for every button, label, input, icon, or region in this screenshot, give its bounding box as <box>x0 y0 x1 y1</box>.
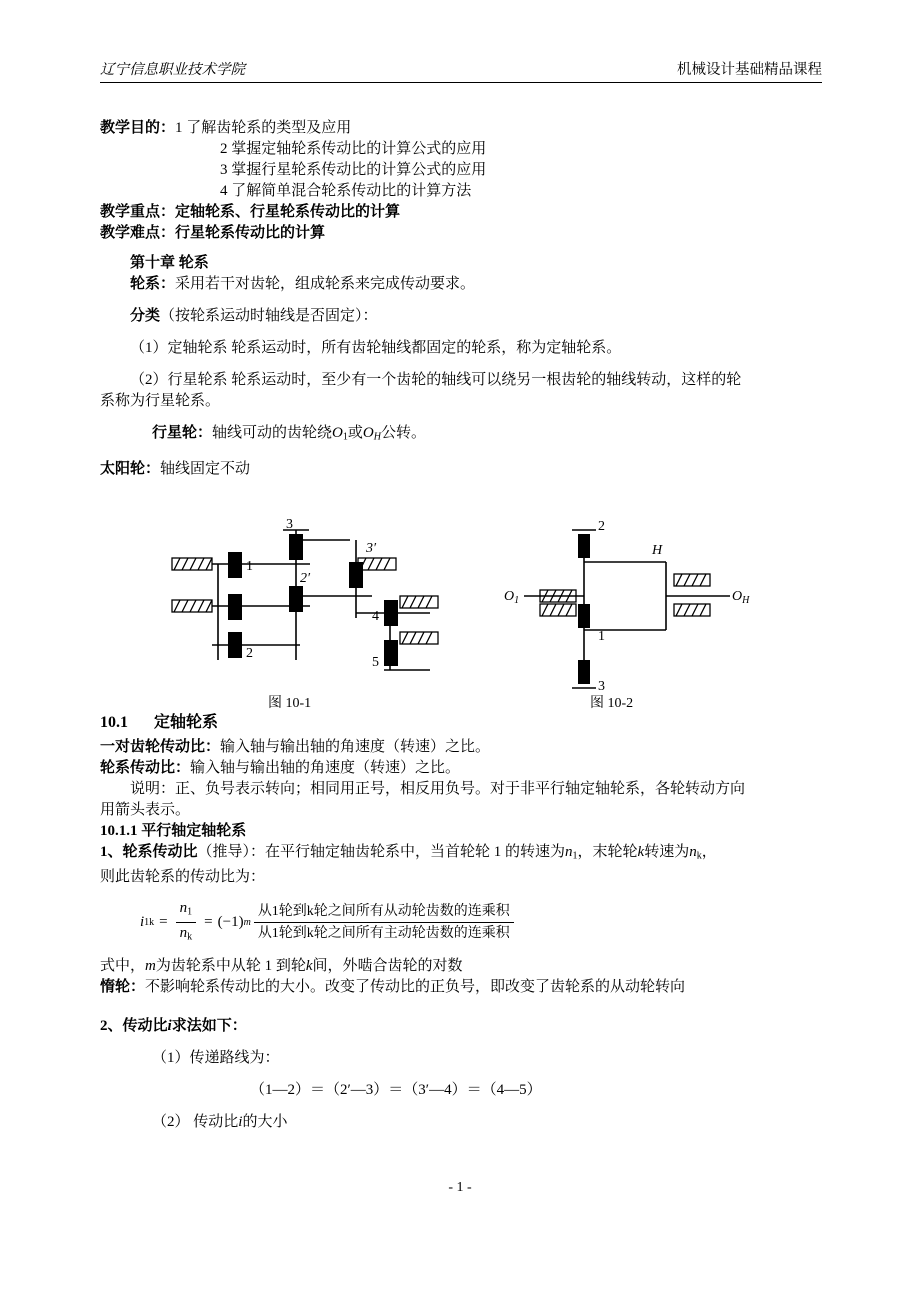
fig1-label-2: 2 <box>246 646 253 661</box>
derivation-n1-sub: 1 <box>572 850 578 862</box>
planet-gear-o1: O <box>332 425 343 441</box>
subsection-number: 10.1.1 <box>100 823 138 839</box>
objectives-block <box>100 118 822 139</box>
section-body <box>100 712 822 1133</box>
transmission-chain: （1—2）＝（2′—3）＝（3′—4）＝（4—5） <box>250 1081 542 1098</box>
objectives-label: 教学目的： <box>100 120 176 136</box>
classification-text: （按轮系运动时轴线是否固定）： <box>160 308 378 324</box>
gear-train-diagrams <box>100 500 822 715</box>
derivation-nk-sub: k <box>696 850 702 862</box>
document-body <box>100 118 822 480</box>
ratio-pair-label: 一对齿轮传动比： <box>100 739 221 755</box>
formula-denominator-text: 从1轮到k轮之间所有主动轮齿数的连乘积 <box>257 926 510 941</box>
planet-gear-o1-sub: 1 <box>342 431 348 443</box>
objective-item-1: 1 了解齿轮系的类型及应用 <box>175 120 352 136</box>
ratio-method-i: i <box>167 1017 172 1034</box>
ratio-train-label: 轮系传动比： <box>100 760 191 776</box>
derivation-label: 1、轮系传动比 <box>100 844 198 860</box>
planet-gear-text-a: 轴线可动的齿轮绕 <box>212 425 333 441</box>
derivation-line-cont: 则此齿轮系的传动比为： <box>100 868 266 885</box>
subsection-heading <box>100 821 822 842</box>
ratio-magnitude-b: 的大小 <box>242 1113 288 1130</box>
formula-eq-1: = <box>159 914 168 930</box>
gear-train-definition <box>130 274 822 295</box>
ratio-pair-line <box>100 737 822 758</box>
fig2-label-O1: $O_1$ <box>504 589 520 606</box>
formula-exponent-m: m <box>243 917 251 928</box>
ratio-method-b: 求法如下： <box>171 1017 247 1034</box>
classification-line <box>130 306 822 327</box>
derivation-text-a: （推导）：在平行轴定轴齿轮系中，当首轮轮 1 的转速为 <box>197 844 566 860</box>
planet-gear-oh-sub: H <box>373 431 381 443</box>
formula-nk: $n_k$ <box>179 925 193 943</box>
formula-fraction-n <box>176 898 197 948</box>
explanation-b: 为齿轮系中从轮 1 到轮 <box>155 957 306 974</box>
section-title: 定轴轮系 <box>154 714 219 731</box>
planet-gear-text-c: 公转。 <box>380 425 426 441</box>
sun-gear-label: 太阳轮： <box>100 460 161 477</box>
idler-line <box>100 977 822 998</box>
fig2-label-3: 3 <box>598 679 605 694</box>
figure-1-caption: 图 10-1 <box>268 696 312 711</box>
keypoints-label: 教学重点： <box>100 204 176 220</box>
keypoints-block <box>100 202 822 223</box>
ratio-pair-text: 输入轴与输出轴的角速度（转速）之比。 <box>220 739 491 755</box>
section-number: 10.1 <box>100 714 128 731</box>
fixed-axis-item: （1）定轴轮系 轮系运动时，所有齿轮轴线都固定的轮系，称为定轴轮系。 <box>130 340 622 356</box>
explanation-k: k <box>305 957 313 974</box>
formula-numerator-text: 从1轮到k轮之间所有从动轮齿数的连乘积 <box>257 904 510 919</box>
derivation-k: k <box>637 844 645 860</box>
subsection-title: 平行轴定轴轮系 <box>141 823 247 839</box>
planetary-item-cont: 系称为行星轮系。 <box>100 393 221 409</box>
sun-gear-line <box>100 459 822 480</box>
figure-area <box>100 500 822 715</box>
formula-n1: $n_1$ <box>179 899 193 917</box>
section-heading <box>100 712 822 733</box>
fig2-label-H: H <box>652 543 663 558</box>
formula-fraction-teeth <box>254 901 514 944</box>
formula-paren-close: ) <box>238 914 244 930</box>
section-note: 说明：正、负号表示转向；相同用正号，相反用负号。对于非平行轴定轴轮系，各轮转动方向 <box>130 781 746 797</box>
formula-i: i <box>140 914 145 930</box>
keypoints-text: 定轴轮系、行星轮系传动比的计算 <box>175 204 401 220</box>
fig2-label-OH: $O_H$ <box>732 589 750 606</box>
sun-gear-text: 轴线固定不动 <box>160 460 251 477</box>
planetary-item: （2）行星轮系 轮系运动时，至少有一个齿轮的轴线可以绕另一根齿轮的轴线转动，这样的轮 <box>130 372 742 388</box>
header-course: 机械设计基础精品课程 <box>677 62 822 78</box>
difficulties-block <box>100 223 822 244</box>
planet-gear-line <box>152 423 822 448</box>
section-note-cont: 用箭头表示。 <box>100 802 191 818</box>
header-institution: 辽宁信息职业技术学院 <box>100 62 245 78</box>
transmission-path-label: （1）传递路线为： <box>152 1049 280 1066</box>
gear-train-def-text: 采用若干对齿轮，组成轮系来完成传动要求。 <box>175 276 476 292</box>
planet-gear-oh: O <box>362 425 374 441</box>
header-divider <box>100 82 822 83</box>
derivation-nk: n <box>689 844 697 860</box>
explanation-m: m <box>145 957 156 974</box>
fig1-label-2p: 2′ <box>300 571 311 586</box>
derivation-line <box>100 842 822 867</box>
classification-label: 分类 <box>130 308 161 324</box>
ratio-magnitude-line <box>152 1112 822 1133</box>
transmission-ratio-formula <box>140 898 822 948</box>
fig1-label-1: 1 <box>246 559 253 574</box>
objective-item-3: 3 掌握行星轮系传动比的计算公式的应用 <box>220 162 487 178</box>
ratio-magnitude-i: i <box>238 1113 243 1130</box>
ratio-method-heading <box>100 1016 822 1037</box>
objective-item-4: 4 了解简单混合轮系传动比的计算方法 <box>220 183 472 199</box>
planet-gear-text-b: 或 <box>347 425 363 441</box>
planet-gear-label: 行星轮： <box>152 425 213 441</box>
gear-train-def-label: 轮系： <box>130 276 176 292</box>
chapter-title: 第十章 轮系 <box>130 255 209 271</box>
formula-explanation <box>100 956 822 977</box>
page-number: - 1 - <box>448 1180 472 1195</box>
derivation-text-d: ， <box>701 844 717 860</box>
formula-i-sub: 1k <box>144 917 155 928</box>
derivation-text-c: 转速为 <box>644 844 690 860</box>
objective-item-2: 2 掌握定轴轮系传动比的计算公式的应用 <box>220 141 487 157</box>
ratio-magnitude-a: （2） 传动比 <box>152 1113 239 1130</box>
fig1-label-5: 5 <box>372 655 379 670</box>
derivation-n1: n <box>565 844 573 860</box>
idler-text: 不影响轮系传动比的大小。改变了传动比的正负号，即改变了齿轮系的从动轮转向 <box>145 978 686 995</box>
idler-label: 惰轮： <box>100 978 146 995</box>
fig2-label-2: 2 <box>598 519 605 534</box>
formula-minus-one: −1 <box>222 914 239 930</box>
difficulties-label: 教学难点： <box>100 225 176 241</box>
ratio-train-line <box>100 758 822 779</box>
explanation-c: 间，外啮合齿轮的对数 <box>312 957 463 974</box>
derivation-text-b: ，末轮轮 <box>577 844 638 860</box>
difficulties-text: 行星轮系传动比的计算 <box>175 225 326 241</box>
fig1-label-3: 3 <box>286 517 293 532</box>
fig1-label-3p: 3′ <box>366 541 377 556</box>
ratio-train-text: 输入轴与输出轴的角速度（转速）之比。 <box>190 760 461 776</box>
figure-2-caption: 图 10-2 <box>590 696 634 711</box>
explanation-a: 式中， <box>100 957 146 974</box>
ratio-method-a: 2、传动比 <box>100 1017 168 1034</box>
formula-paren-open: ( <box>217 914 223 930</box>
fig1-label-4: 4 <box>372 609 379 624</box>
fig2-label-1: 1 <box>598 629 605 644</box>
page-header <box>100 58 822 79</box>
formula-eq-2: = <box>204 914 213 930</box>
